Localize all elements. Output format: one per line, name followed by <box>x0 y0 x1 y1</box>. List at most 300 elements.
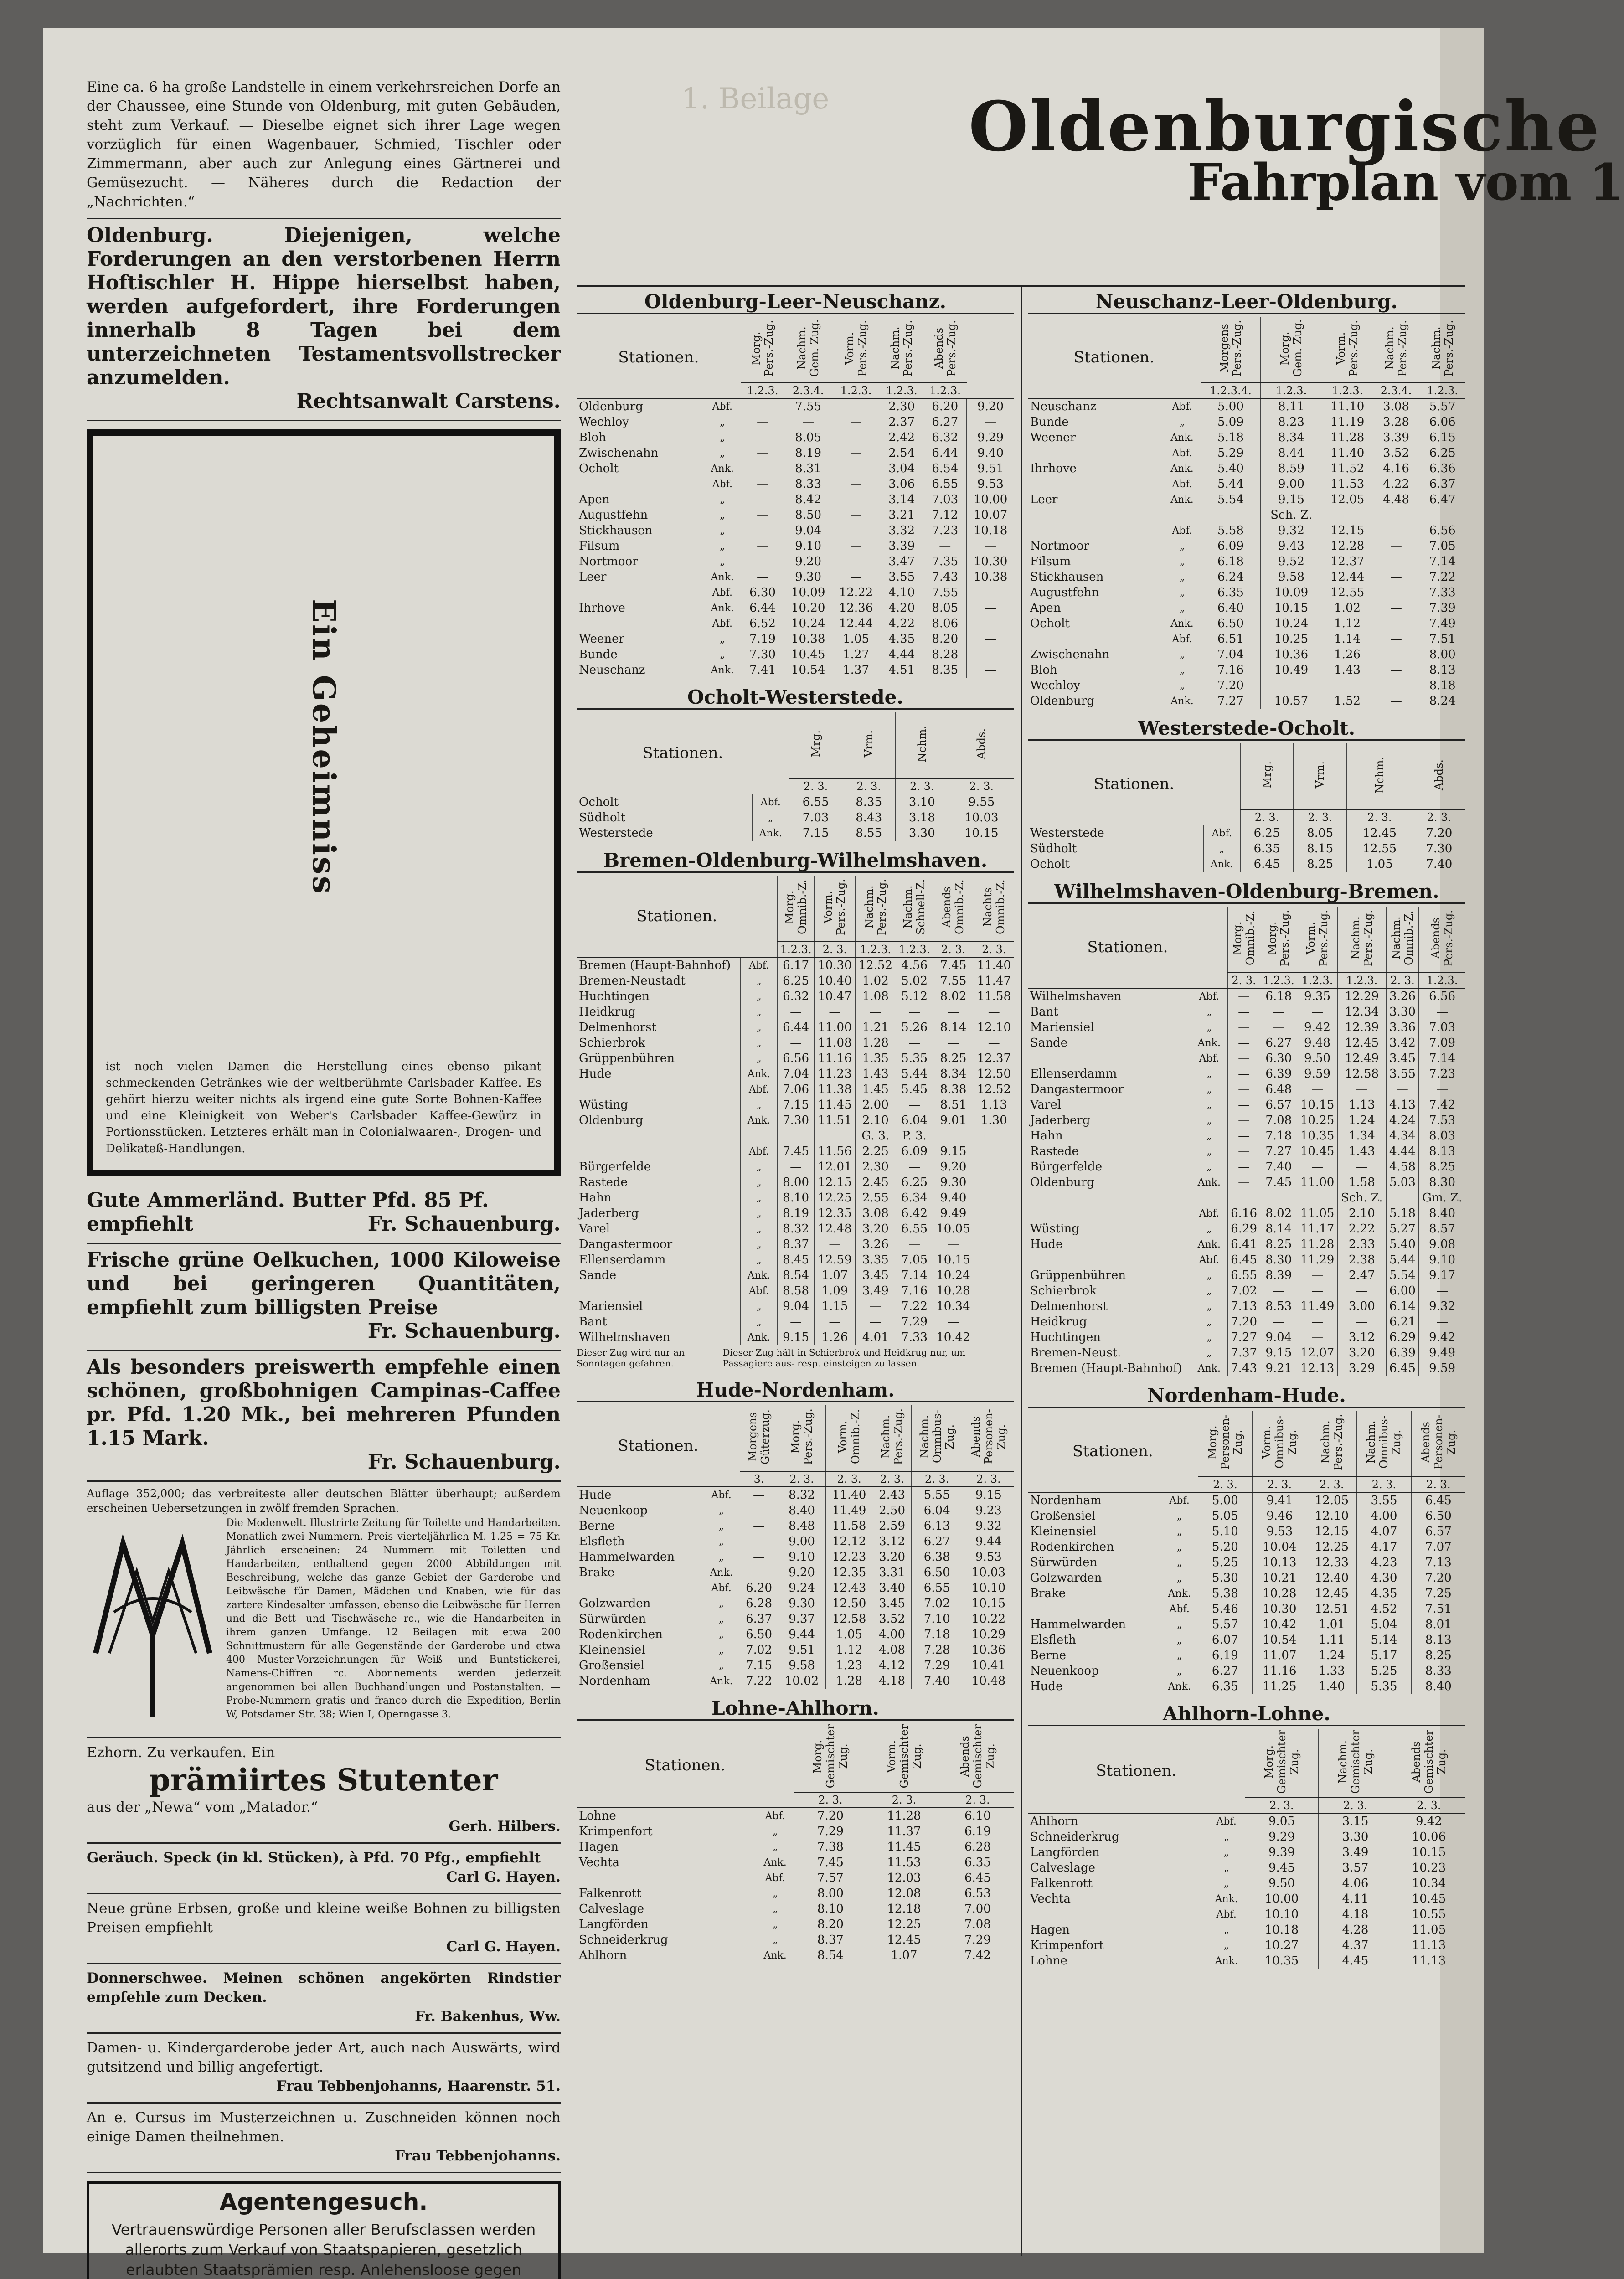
time-cell: 7.29 <box>794 1824 867 1839</box>
time-cell: — <box>923 538 967 554</box>
station-name: Schneiderkrug <box>579 1933 668 1947</box>
time-cell: 9.01 <box>933 1113 974 1128</box>
arr-dep-label: „ <box>740 989 777 1004</box>
time-cell: 7.15 <box>789 825 842 841</box>
time-cell: — <box>741 523 784 538</box>
time-cell: 10.24 <box>784 616 832 631</box>
table-row <box>1028 662 1465 678</box>
time-cell: 9.15 <box>933 1144 974 1159</box>
time-cell: 7.00 <box>941 1901 1014 1917</box>
time-cell: 5.14 <box>1357 1632 1411 1648</box>
station-name: Bremen-Neustadt <box>579 974 686 988</box>
time-cell: 6.32 <box>923 430 967 445</box>
header-row <box>1028 907 1465 973</box>
stations-header: Stationen. <box>1028 1411 1198 1492</box>
time-cell: 4.12 <box>873 1658 911 1673</box>
time-cell: — <box>1297 1330 1338 1345</box>
ad-headline: prämiirtes Stutenter <box>149 1762 498 1798</box>
time-cell: 11.05 <box>1297 1206 1338 1221</box>
table-row <box>1028 1601 1465 1617</box>
time-cell: — <box>1373 554 1419 569</box>
ad-hippe <box>87 219 561 421</box>
table-row <box>577 1886 1014 1901</box>
table-row <box>1028 1283 1465 1299</box>
time-cell: 12.48 <box>815 1221 855 1237</box>
time-cell: 7.29 <box>896 1314 933 1330</box>
station-name: Westerstede <box>1028 825 1203 841</box>
time-cell: 1.02 <box>855 973 896 989</box>
train-type: Nachts Omnib.-Z. <box>981 879 1007 935</box>
table-row <box>577 631 1014 647</box>
time-cell: 3.00 <box>1338 1299 1387 1314</box>
station-name <box>1028 1601 1161 1617</box>
time-cell: 11.13 <box>1392 1953 1465 1969</box>
modenwelt-logo <box>87 1516 219 1731</box>
station-name: Apen <box>1030 601 1061 615</box>
train-type: Morgens Güterzug. <box>746 1409 772 1464</box>
table-row <box>577 538 1014 554</box>
station-name: Langförden <box>1030 1846 1100 1860</box>
time-cell: 10.28 <box>1253 1586 1307 1601</box>
timetable-title: Bremen-Oldenburg-Wilhelmshaven. <box>577 849 1014 873</box>
time-cell: 12.44 <box>1322 569 1373 585</box>
time-cell: 6.04 <box>911 1503 963 1518</box>
time-cell: — <box>740 1487 778 1503</box>
time-cell: 11.45 <box>815 1097 855 1113</box>
time-cell: 10.05 <box>933 1221 974 1237</box>
train-column-header <box>842 712 896 779</box>
time-cell: 8.20 <box>794 1917 867 1932</box>
table-row <box>577 989 1014 1004</box>
train-column-header <box>1307 1411 1357 1477</box>
time-cell: 3.30 <box>1319 1829 1392 1845</box>
time-cell: 8.34 <box>933 1066 974 1082</box>
time-cell: 6.50 <box>1411 1508 1465 1524</box>
train-type: Nachm. Pers.-Zug. <box>879 1408 905 1465</box>
time-cell: 12.08 <box>867 1886 941 1901</box>
time-cell: 6.25 <box>777 973 814 989</box>
time-cell: 2.00 <box>855 1097 896 1113</box>
train-column-header <box>963 1405 1014 1471</box>
station-name: Brake <box>579 1566 615 1579</box>
time-cell: — <box>896 1159 933 1175</box>
time-cell: 9.30 <box>933 1175 974 1190</box>
time-cell: 3.49 <box>855 1283 896 1299</box>
time-cell: 3.14 <box>880 492 923 507</box>
time-cell: — <box>832 414 880 430</box>
time-cell: 10.48 <box>963 1673 1014 1689</box>
time-cell: 6.57 <box>1260 1097 1297 1113</box>
train-column-header <box>873 1405 911 1471</box>
time-cell: 10.02 <box>778 1673 825 1689</box>
time-cell: — <box>741 414 784 430</box>
train-type: Morgens Pers.-Zug. <box>1217 320 1243 376</box>
time-cell: 10.45 <box>784 647 832 662</box>
time-cell: 6.45 <box>1227 1252 1260 1268</box>
time-cell: 5.40 <box>1386 1237 1419 1252</box>
time-cell: 10.15 <box>933 1252 974 1268</box>
arr-dep-label: Abf. <box>704 616 741 631</box>
time-cell: 5.57 <box>1198 1617 1252 1632</box>
station-name: Varel <box>1030 1098 1062 1112</box>
table-row <box>577 1299 1014 1314</box>
ad-text: Auflage 352,000; das verbreiteste aller deutschen Blätter überhaupt; außerdem erscheinen Uebersetzungen in zwölf fremden Sprachen. <box>87 1486 561 1516</box>
time-cell: 10.25 <box>1297 1113 1338 1128</box>
time-cell: 7.04 <box>1201 647 1261 662</box>
table-row <box>1028 841 1465 856</box>
time-cell: 1.05 <box>832 631 880 647</box>
train-type: Nachm. Omnib.-Z. <box>1389 910 1415 966</box>
arr-dep-label: „ <box>1208 1860 1245 1876</box>
train-column-header <box>778 1405 825 1471</box>
arr-dep-label: Abf. <box>1191 988 1227 1004</box>
time-cell: 8.00 <box>777 1175 814 1190</box>
time-cell: — <box>1260 1314 1297 1330</box>
class-cell: 1.2.3. <box>880 383 923 398</box>
station-name: Huchtingen <box>1030 1330 1101 1344</box>
time-cell: — <box>832 398 880 414</box>
time-cell: 6.45 <box>1386 1361 1419 1376</box>
time-cell: 6.53 <box>941 1886 1014 1901</box>
arr-dep-label: „ <box>704 507 741 523</box>
time-cell: 7.41 <box>741 662 784 678</box>
header-row <box>1028 1411 1465 1477</box>
time-cell: — <box>832 445 880 461</box>
time-cell: 9.52 <box>1261 554 1322 569</box>
station-name: Hude <box>1030 1237 1063 1251</box>
time-cell: 9.55 <box>949 794 1014 810</box>
header-row <box>577 317 1014 383</box>
class-cell: 2. 3. <box>1411 1477 1465 1492</box>
time-cell: — <box>974 1035 1014 1051</box>
time-cell: 8.34 <box>1261 430 1322 445</box>
time-cell: 10.20 <box>784 600 832 616</box>
class-cell: 2. 3. <box>1240 810 1294 825</box>
time-cell: 8.25 <box>933 1051 974 1066</box>
time-cell: 12.12 <box>825 1534 873 1549</box>
time-cell: 9.05 <box>1245 1813 1319 1829</box>
station-name: Lohne <box>1030 1954 1067 1968</box>
time-cell: 10.38 <box>784 631 832 647</box>
arr-dep-label: Abf. <box>1208 1813 1245 1829</box>
time-cell: 12.25 <box>815 1190 855 1206</box>
time-cell: 11.58 <box>974 989 1014 1004</box>
time-cell: 11.37 <box>867 1824 941 1839</box>
time-cell: 3.06 <box>880 476 923 492</box>
time-cell <box>974 1175 1014 1190</box>
time-cell: 9.15 <box>1261 492 1322 507</box>
time-cell: 4.10 <box>880 585 923 600</box>
timetable-title: Fahrplan vom 1 <box>1187 153 1624 211</box>
box-title-wrap <box>93 436 554 1058</box>
arr-dep-label <box>1164 507 1201 523</box>
table-row <box>577 1549 1014 1565</box>
time-cell: 9.10 <box>1419 1252 1465 1268</box>
arr-dep-label: „ <box>1161 1570 1198 1586</box>
station-name: Bunde <box>1030 415 1069 429</box>
time-cell: 11.52 <box>1322 461 1373 476</box>
table-row <box>577 1596 1014 1611</box>
time-cell: — <box>1260 1283 1297 1299</box>
arr-dep-label: „ <box>703 1549 740 1565</box>
time-cell: 11.49 <box>1297 1299 1338 1314</box>
time-cell: 8.40 <box>778 1503 825 1518</box>
time-cell: 10.55 <box>1392 1907 1465 1922</box>
class-cell: 2. 3. <box>1392 1798 1465 1813</box>
table-row <box>577 662 1014 678</box>
time-cell: 4.22 <box>880 616 923 631</box>
time-cell: 9.35 <box>1297 988 1338 1004</box>
time-cell: — <box>741 461 784 476</box>
time-cell: — <box>855 1299 896 1314</box>
time-cell: — <box>1227 1066 1260 1082</box>
stations-header: Stationen. <box>577 1723 794 1808</box>
arr-dep-label: Ank. <box>1208 1891 1245 1907</box>
time-cell <box>974 1221 1014 1237</box>
station-name: Filsum <box>1030 555 1071 568</box>
time-cell: — <box>1227 1128 1260 1144</box>
table-row <box>1028 507 1465 523</box>
table-row <box>1028 856 1465 872</box>
time-cell: 12.10 <box>974 1020 1014 1035</box>
time-cell: 2.43 <box>873 1487 911 1503</box>
class-cell: 1.2.3. <box>896 942 933 957</box>
time-cell: 9.43 <box>1261 538 1322 554</box>
train-column-header <box>1240 743 1294 810</box>
time-cell: 8.31 <box>784 461 832 476</box>
time-cell <box>777 1128 814 1144</box>
stations-header: Stationen. <box>577 876 777 957</box>
time-cell: 7.40 <box>911 1673 963 1689</box>
arr-dep-label: „ <box>703 1596 740 1611</box>
time-cell <box>974 1252 1014 1268</box>
time-cell: 7.13 <box>1227 1299 1260 1314</box>
class-cell: 1.2.3. <box>741 383 784 398</box>
time-cell: — <box>896 1097 933 1113</box>
time-cell: — <box>777 1035 814 1051</box>
time-cell: 9.59 <box>1419 1361 1465 1376</box>
station-name: Weener <box>579 632 624 646</box>
header-row <box>577 712 1014 779</box>
time-cell: 11.51 <box>815 1113 855 1128</box>
train-column-header <box>896 712 949 779</box>
table-row <box>577 1206 1014 1221</box>
ad-rindstier <box>87 1964 561 2034</box>
arr-dep-label <box>1191 1190 1227 1206</box>
time-cell: 4.00 <box>1357 1508 1411 1524</box>
time-cell: 9.24 <box>778 1580 825 1596</box>
arr-dep-label: „ <box>1164 414 1201 430</box>
time-cell: 8.02 <box>933 989 974 1004</box>
timetable <box>577 686 1014 841</box>
time-cell: 2.25 <box>855 1144 896 1159</box>
class-cell: 2. 3. <box>963 1471 1014 1487</box>
table-row <box>577 1314 1014 1330</box>
station-name: Zwischenahn <box>579 446 659 460</box>
time-cell: 4.07 <box>1357 1524 1411 1539</box>
time-cell: 6.48 <box>1260 1082 1297 1097</box>
station-name: Sürwürden <box>579 1612 646 1626</box>
arr-dep-label: „ <box>1191 1221 1227 1237</box>
time-cell: 8.33 <box>1411 1663 1465 1679</box>
time-cell: 9.53 <box>967 476 1014 492</box>
time-cell: 7.22 <box>740 1673 778 1689</box>
time-cell: 7.02 <box>911 1596 963 1611</box>
time-cell: 6.21 <box>1386 1314 1419 1330</box>
arr-dep-label: „ <box>757 1917 794 1932</box>
table-row <box>577 414 1014 430</box>
station-name: Großensiel <box>579 1659 644 1672</box>
time-cell: — <box>740 1503 778 1518</box>
time-cell: 12.52 <box>855 957 896 973</box>
newspaper-title: Oldenburgische <box>969 87 1602 167</box>
train-type: Nachm. Pers.-Zug. <box>1319 1414 1345 1470</box>
time-cell: 6.41 <box>1227 1237 1260 1252</box>
time-cell: 12.01 <box>815 1159 855 1175</box>
arr-dep-label: „ <box>1161 1508 1198 1524</box>
time-cell: 3.42 <box>1386 1035 1419 1051</box>
train-type: Vorm. Gemischter Zug. <box>885 1724 923 1789</box>
time-cell: 7.43 <box>923 569 967 585</box>
arr-dep-label: „ <box>704 430 741 445</box>
arr-dep-label: „ <box>740 1206 777 1221</box>
time-cell: — <box>832 569 880 585</box>
station-name: Elsfleth <box>579 1535 625 1548</box>
time-cell: 10.00 <box>967 492 1014 507</box>
time-cell: 11.28 <box>1297 1237 1338 1252</box>
time-cell: 6.47 <box>1419 492 1465 507</box>
table-row <box>1028 1237 1465 1252</box>
time-cell: 10.15 <box>1261 600 1322 616</box>
time-cell: 8.10 <box>777 1190 814 1206</box>
time-cell: 7.38 <box>794 1839 867 1855</box>
time-cell: — <box>1227 1113 1260 1128</box>
time-cell: 7.14 <box>1419 554 1465 569</box>
time-cell: 4.51 <box>880 662 923 678</box>
time-cell: 9.32 <box>1261 523 1322 538</box>
time-cell: 6.00 <box>1386 1283 1419 1299</box>
time-cell: 6.28 <box>740 1596 778 1611</box>
time-cell: 12.45 <box>1347 825 1413 841</box>
class-cell: 2. 3. <box>1227 973 1260 988</box>
train-column-header <box>911 1405 963 1471</box>
time-cell: 5.54 <box>1201 492 1261 507</box>
time-cell <box>974 1190 1014 1206</box>
time-cell: 7.27 <box>1201 693 1261 709</box>
station-name: Elsfleth <box>1030 1633 1076 1647</box>
time-cell: 9.29 <box>1245 1829 1319 1845</box>
time-cell: 7.18 <box>911 1627 963 1642</box>
station-name: Heidkrug <box>579 1005 636 1019</box>
timetable <box>1028 290 1465 709</box>
train-type: Abends Gemischter Zug. <box>1409 1730 1448 1794</box>
time-cell: 6.18 <box>1201 554 1261 569</box>
time-cell: Sch. Z. <box>1261 507 1322 523</box>
station-name: Krimpenfort <box>1030 1939 1104 1953</box>
time-cell: — <box>1373 585 1419 600</box>
time-cell <box>1419 507 1465 523</box>
timetable-title: Ocholt-Westerstede. <box>577 686 1014 710</box>
timetable-table <box>1028 1729 1465 1969</box>
time-cell: 8.48 <box>778 1518 825 1534</box>
time-cell: 1.28 <box>855 1035 896 1051</box>
time-cell: 1.43 <box>855 1066 896 1082</box>
table-row <box>577 1268 1014 1283</box>
arr-dep-label: Ank. <box>1164 461 1201 476</box>
time-cell: — <box>777 1004 814 1020</box>
arr-dep-label: „ <box>1161 1539 1198 1555</box>
time-cell: — <box>741 398 784 414</box>
time-cell: 6.55 <box>911 1580 963 1596</box>
class-cell: 2. 3. <box>974 942 1014 957</box>
time-cell: 12.05 <box>1322 492 1373 507</box>
time-cell: 12.25 <box>867 1917 941 1932</box>
train-type: Vorm. Omnibus-Zug. <box>1260 1415 1299 1469</box>
time-cell: 7.07 <box>1411 1539 1465 1555</box>
time-cell: 6.32 <box>777 989 814 1004</box>
time-cell: G. 3. <box>855 1128 896 1144</box>
train-column-header <box>1419 317 1465 383</box>
time-cell: 9.08 <box>1419 1237 1465 1252</box>
time-cell: 5.02 <box>896 973 933 989</box>
time-cell: 7.20 <box>1201 678 1261 693</box>
station-name: Heidkrug <box>1030 1315 1087 1329</box>
station-name: Bremen (Haupt-Bahnhof) <box>1030 1361 1182 1375</box>
time-cell: 8.18 <box>1419 678 1465 693</box>
time-cell: 7.06 <box>777 1082 814 1097</box>
time-cell: 5.03 <box>1386 1175 1419 1190</box>
time-cell: 3.35 <box>855 1252 896 1268</box>
train-type: Morg. Gem. Zug. <box>1278 319 1304 377</box>
station-name: Dangastermoor <box>1030 1083 1124 1096</box>
table-row <box>577 1283 1014 1299</box>
table-row <box>577 445 1014 461</box>
time-cell: 10.54 <box>784 662 832 678</box>
time-cell <box>1386 1190 1419 1206</box>
time-cell: 6.04 <box>896 1113 933 1128</box>
time-cell: 11.58 <box>825 1518 873 1534</box>
arr-dep-label: „ <box>1191 1113 1227 1128</box>
table-row <box>1028 1330 1465 1345</box>
arr-dep-label: Ank. <box>740 1113 777 1128</box>
station-name: Hagen <box>579 1840 619 1854</box>
time-cell: 6.15 <box>1419 430 1465 445</box>
time-cell: 1.58 <box>1338 1175 1387 1190</box>
station-name: Stickhausen <box>1030 570 1104 584</box>
header-row <box>1028 317 1465 383</box>
time-cell <box>1227 1190 1260 1206</box>
train-type: Nachm. Pers.-Zug. <box>1383 320 1409 376</box>
time-cell: 4.06 <box>1319 1876 1392 1891</box>
time-cell: 10.42 <box>933 1330 974 1345</box>
train-column-header <box>1245 1729 1319 1798</box>
time-cell: 7.14 <box>1419 1051 1465 1066</box>
time-cell: 12.25 <box>1307 1539 1357 1555</box>
table-row <box>1028 476 1465 492</box>
arr-dep-label: „ <box>703 1627 740 1642</box>
time-cell: 12.55 <box>1347 841 1413 856</box>
time-cell: 8.30 <box>1419 1175 1465 1190</box>
time-cell: — <box>1338 1314 1387 1330</box>
station-name: Leer <box>1030 493 1058 506</box>
ad-caffee <box>87 1351 561 1482</box>
time-cell: 9.15 <box>777 1330 814 1345</box>
arr-dep-label: „ <box>704 631 741 647</box>
time-cell: 11.19 <box>1322 414 1373 430</box>
time-cell: 10.04 <box>1253 1539 1307 1555</box>
arr-dep-label: „ <box>1161 1617 1198 1632</box>
time-cell: 5.55 <box>911 1487 963 1503</box>
